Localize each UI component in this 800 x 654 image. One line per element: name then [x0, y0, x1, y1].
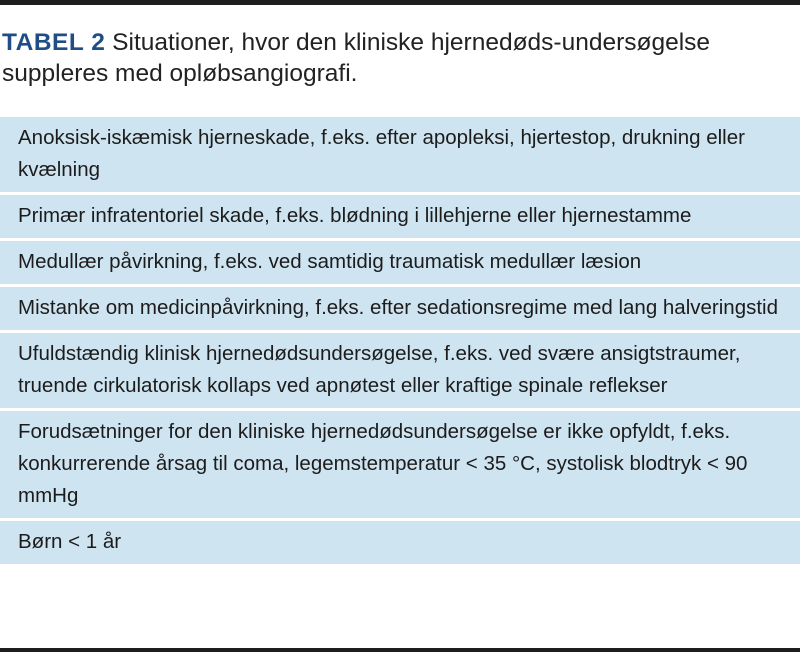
table-row: Ufuldstændig klinisk hjernedødsundersøgelse, f.eks. ved svære ansigtstraumer, truende cirkulatorisk kollaps ved apnøtest eller kraftige spinale reflekser — [0, 333, 800, 411]
bottom-rule — [0, 648, 800, 652]
table-row: Forudsætninger for den kliniske hjernedødsundersøgelse er ikke opfyldt, f.eks. konkurrerende årsag til coma, legemstemperatur < 35 °C, systolisk blodtryk < 90 mmHg — [0, 411, 800, 521]
top-rule — [0, 0, 800, 5]
table-row: Børn < 1 år — [0, 521, 800, 564]
table-row: Anoksisk-iskæmisk hjerneskade, f.eks. efter apopleksi, hjertestop, drukning eller kvælning — [0, 117, 800, 195]
table-label: TABEL 2 — [2, 29, 106, 56]
situations-table — [0, 117, 800, 564]
table-row: Primær infratentoriel skade, f.eks. blødning i lillehjerne eller hjernestamme — [0, 195, 800, 241]
table-row: Medullær påvirkning, f.eks. ved samtidig traumatisk medullær læsion — [0, 241, 800, 287]
table-title: Situationer, hvor den kliniske hjernedøds-undersøgelse suppleres med opløbsangiografi. — [2, 29, 711, 87]
table-caption — [2, 27, 792, 89]
table-row: Mistanke om medicinpåvirkning, f.eks. efter sedationsregime med lang halveringstid — [0, 287, 800, 333]
